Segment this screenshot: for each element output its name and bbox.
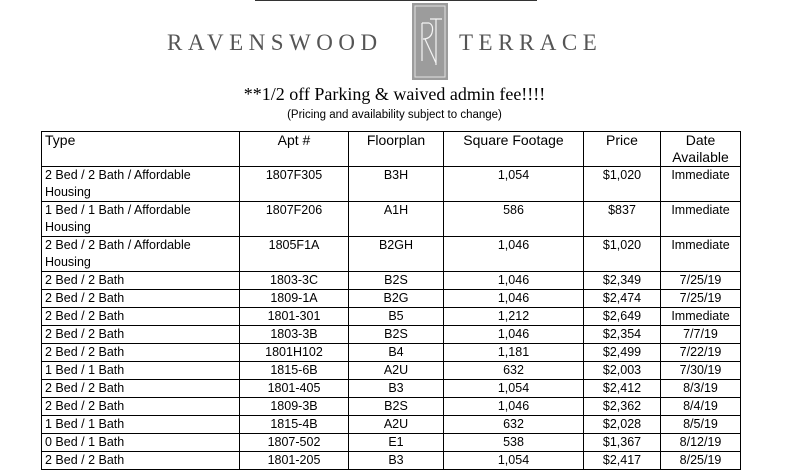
cell-apt: 1807F206 (240, 202, 349, 237)
table-row (42, 362, 741, 380)
table-row (42, 452, 741, 470)
cell-price: $837 (584, 202, 661, 237)
cell-type: 0 Bed / 1 Bath (42, 434, 240, 452)
column-header-sqft: Square Footage (444, 132, 584, 167)
table-row (42, 290, 741, 308)
cell-apt: 1805F1A (240, 237, 349, 272)
table-row (42, 416, 741, 434)
cell-sqft: 1,046 (444, 272, 584, 290)
cell-sqft: 1,181 (444, 344, 584, 362)
cell-type: 2 Bed / 2 Bath (42, 290, 240, 308)
cell-sqft: 1,046 (444, 398, 584, 416)
cell-apt: 1801-205 (240, 452, 349, 470)
cell-price: $1,367 (584, 434, 661, 452)
cell-date: 7/25/19 (661, 272, 741, 290)
cell-date: 7/30/19 (661, 362, 741, 380)
table-row (42, 167, 741, 202)
cell-sqft: 1,212 (444, 308, 584, 326)
cell-date: Immediate (661, 202, 741, 237)
cell-price: $2,417 (584, 452, 661, 470)
cell-type: 2 Bed / 2 Bath (42, 380, 240, 398)
cell-apt: 1801H102 (240, 344, 349, 362)
cell-apt: 1803-3B (240, 326, 349, 344)
cell-floorplan: B4 (349, 344, 444, 362)
cell-date: 7/7/19 (661, 326, 741, 344)
cell-price: $1,020 (584, 237, 661, 272)
cell-price: $2,412 (584, 380, 661, 398)
cell-price: $2,499 (584, 344, 661, 362)
cell-type: 2 Bed / 2 Bath (42, 398, 240, 416)
table-row (42, 308, 741, 326)
brand-name-left: RAVENSWOOD (167, 30, 383, 55)
cell-floorplan: A1H (349, 202, 444, 237)
cell-date: Immediate (661, 237, 741, 272)
table-row (42, 434, 741, 452)
cell-apt: 1815-6B (240, 362, 349, 380)
cell-type: 1 Bed / 1 Bath (42, 416, 240, 434)
cell-date: 8/5/19 (661, 416, 741, 434)
cell-type: 2 Bed / 2 Bath (42, 452, 240, 470)
cell-sqft: 1,046 (444, 237, 584, 272)
cell-date: 7/22/19 (661, 344, 741, 362)
cell-floorplan: B2GH (349, 237, 444, 272)
cell-floorplan: A2U (349, 362, 444, 380)
column-header-apt: Apt # (240, 132, 349, 167)
cell-date: 8/3/19 (661, 380, 741, 398)
column-header-date: Date Available (661, 132, 741, 167)
cell-date: 7/25/19 (661, 290, 741, 308)
cell-floorplan: B3 (349, 380, 444, 398)
cell-price: $2,028 (584, 416, 661, 434)
cell-apt: 1809-3B (240, 398, 349, 416)
table-header-row (42, 132, 741, 167)
cell-floorplan: A2U (349, 416, 444, 434)
cell-floorplan: B2S (349, 326, 444, 344)
cell-price: $2,349 (584, 272, 661, 290)
rt-monogram-icon (412, 3, 448, 80)
cell-sqft: 586 (444, 202, 584, 237)
table-row (42, 202, 741, 237)
table-row (42, 237, 741, 272)
cell-sqft: 1,054 (444, 380, 584, 398)
cell-price: $2,474 (584, 290, 661, 308)
column-header-floorplan: Floorplan (349, 132, 444, 167)
table-row (42, 326, 741, 344)
cell-floorplan: B2G (349, 290, 444, 308)
cell-date: 8/4/19 (661, 398, 741, 416)
cell-apt: 1807-502 (240, 434, 349, 452)
cell-floorplan: B3H (349, 167, 444, 202)
top-rule (255, 0, 537, 1)
cell-apt: 1807F305 (240, 167, 349, 202)
table-row (42, 272, 741, 290)
cell-sqft: 1,046 (444, 290, 584, 308)
cell-floorplan: B2S (349, 398, 444, 416)
cell-date: 8/25/19 (661, 452, 741, 470)
cell-price: $2,362 (584, 398, 661, 416)
cell-sqft: 632 (444, 362, 584, 380)
cell-apt: 1809-1A (240, 290, 349, 308)
table-row (42, 344, 741, 362)
cell-sqft: 538 (444, 434, 584, 452)
cell-sqft: 1,054 (444, 167, 584, 202)
brand-name-right: TERRACE (459, 30, 603, 55)
cell-type: 2 Bed / 2 Bath (42, 308, 240, 326)
cell-type: 1 Bed / 1 Bath (42, 362, 240, 380)
cell-type: 1 Bed / 1 Bath / Affordable Housing (42, 202, 240, 237)
cell-apt: 1803-3C (240, 272, 349, 290)
pricing-disclaimer: (Pricing and availability subject to change) (287, 109, 502, 121)
promo-banner: **1/2 off Parking & waived admin fee!!!! (243, 84, 546, 104)
cell-apt: 1801-301 (240, 308, 349, 326)
column-header-price: Price (584, 132, 661, 167)
cell-sqft: 1,054 (444, 452, 584, 470)
cell-date: Immediate (661, 308, 741, 326)
cell-floorplan: B5 (349, 308, 444, 326)
cell-date: Immediate (661, 167, 741, 202)
cell-date: 8/12/19 (661, 434, 741, 452)
cell-type: 2 Bed / 2 Bath (42, 272, 240, 290)
cell-type: 2 Bed / 2 Bath / Affordable Housing (42, 237, 240, 272)
cell-type: 2 Bed / 2 Bath (42, 344, 240, 362)
logo-monogram (412, 3, 448, 80)
cell-floorplan: B2S (349, 272, 444, 290)
table-row (42, 398, 741, 416)
cell-type: 2 Bed / 2 Bath / Affordable Housing (42, 167, 240, 202)
cell-price: $2,354 (584, 326, 661, 344)
cell-sqft: 1,046 (444, 326, 584, 344)
cell-apt: 1801-405 (240, 380, 349, 398)
cell-price: $2,003 (584, 362, 661, 380)
cell-apt: 1815-4B (240, 416, 349, 434)
cell-sqft: 632 (444, 416, 584, 434)
cell-price: $1,020 (584, 167, 661, 202)
cell-floorplan: E1 (349, 434, 444, 452)
table-row (42, 380, 741, 398)
column-header-type: Type (42, 132, 240, 167)
cell-type: 2 Bed / 2 Bath (42, 326, 240, 344)
availability-table (41, 131, 741, 470)
cell-price: $2,649 (584, 308, 661, 326)
cell-floorplan: B3 (349, 452, 444, 470)
